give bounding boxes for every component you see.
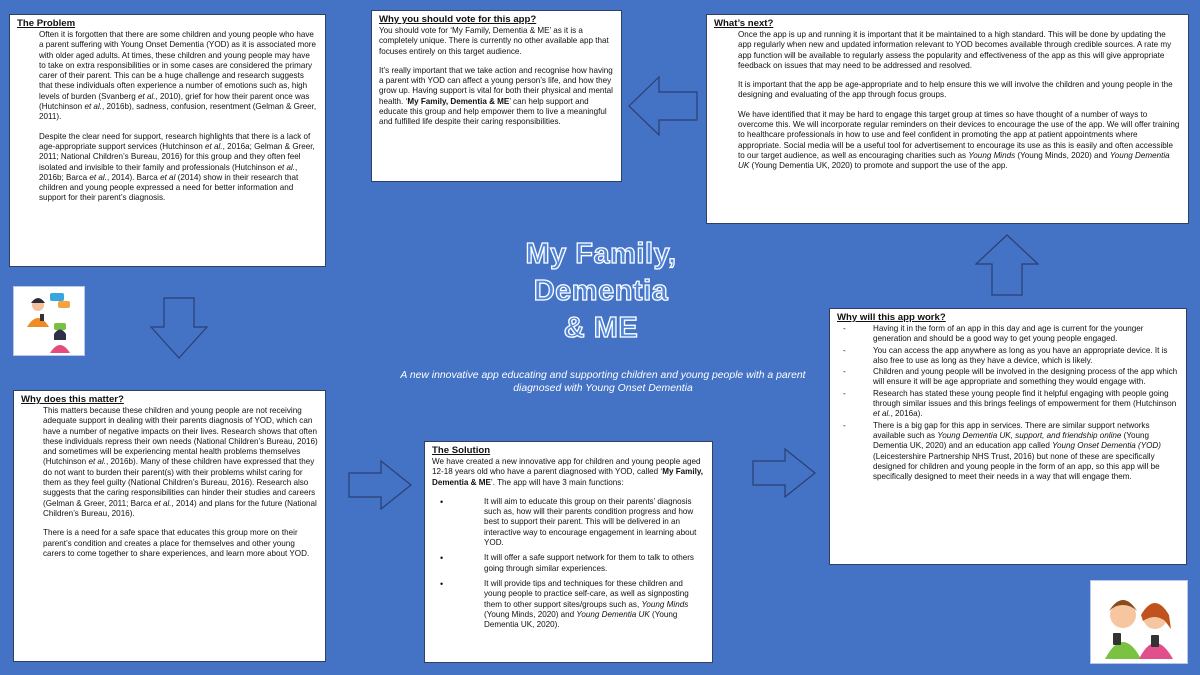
title-line-1: My Family, — [525, 238, 677, 270]
arrow-left-icon — [628, 76, 698, 136]
why-matter-panel — [13, 390, 326, 662]
list-item: - Research has stated these young people find it helpful engaging with people going through similar issues and this brings feelings of empowerment for them (Hutchinson et al., 2016a). — [837, 389, 1179, 420]
poster-subtitle: A new innovative app educating and supporting children and young people with a parent diagnosed with Young Onset Dementia — [400, 370, 806, 394]
whats-next-paragraph-1: Once the app is up and running it is important that it be maintained to a high standard. This will be done by updating the app regularly when new and updated information relevant to YOD becomes available through credible sources. A rate my app function will be available to regularly assess the popularity and effectiveness of the app as this will give appropriate feedback on issues that may need to be addressed and resolved. — [738, 30, 1172, 70]
arrow-down-icon — [150, 297, 208, 359]
arrow-up-icon — [975, 234, 1039, 296]
whats-next-panel — [706, 14, 1189, 224]
why-vote-paragraph-2: It’s really important that we take action and recognise how having a parent with YOD can affect a young person’s life, and how they grow up. Having support is vital for both their physical and mental health. ‘My Family, Dementia & ME’ can help support and educate this group and help empower them to live a meaningful and fulfilled life despite their caring responsibilities. — [379, 65, 613, 127]
problem-heading: The Problem — [17, 18, 76, 29]
kids-phones-icon — [1091, 581, 1187, 663]
why-work-heading: Why will this app work? — [837, 312, 946, 323]
solution-list — [432, 497, 705, 631]
list-item: - You can access the app anywhere as long as you have an appropriate device. It is also free to use as long as they have a device, which is likely. — [837, 346, 1179, 367]
poster-title — [470, 236, 732, 347]
list-item: - Having it in the form of an app in this day and age is current for the younger generation and should be a good way to get young people engaged. — [837, 324, 1179, 345]
people-chatting-illustration — [13, 286, 85, 356]
list-item: • It will offer a safe support network for them to talk to others going through similar experiences. — [432, 553, 705, 574]
chat-people-icon — [14, 287, 84, 355]
list-item: - There is a big gap for this app in services. There are similar support networks available such as Young Dementia UK, support, and friendship online (Young Dementia UK, 2020) and an education app called Young Onset Dementia (YOD) (Leicestershire Partnership NHS Trust, 2016) but none of these are specifically designed for children and young people in the form of an app, so this app will be specifically designed to meet their needs in a way that will engage them. — [837, 421, 1179, 483]
arrow-right-icon — [348, 460, 412, 510]
title-line-2: Dementia — [533, 275, 669, 307]
why-vote-panel — [371, 10, 622, 182]
title-line-3: & ME — [563, 312, 639, 344]
why-matter-paragraph-2: There is a need for a safe space that educates this group more on their parent’s condition and creates a place for themselves and other young carers to come together to share experiences, and learn more about YOD. — [43, 528, 310, 558]
why-work-list — [837, 324, 1179, 482]
why-matter-paragraph-1: This matters because these children and young people are not receiving adequate support in dealing with their parents diagnosis of YOD, which can have a number of negative impacts on their lives. Research shows that often these individuals repress their own needs (National Children’s Bureau, 2016) and sometimes will be experiencing mental health problems themselves (Hutchinson et al., 2016b). Many of these children have expressed that they do not want to burden their parent(s) with their problems whilst caring for them as they feel guilty (National Children’s Bureau, 2016). Research also suggests that the caring responsibilities can hinder their studies and careers (Gelman & Greer, 2011; Barca et al., 2014) and plans for the future (National Children’s Bureau, 2016). — [43, 406, 318, 518]
problem-paragraph-2: Despite the clear need for support, research highlights that there is a lack of age-appropriate support services (Hutchinson et al., 2016a; Gelman & Greer, 2011; National Children’s Bureau, 2016) for this group and they often feel isolated and invisible to their family and professionals (Hutchinson et al., 2016b; Barca et al., 2014). Barca et al (2014) show in their research that children and young people expressed a need for better information and support for their parent’s diagnosis. — [39, 131, 315, 203]
solution-heading: The Solution — [432, 445, 491, 456]
why-vote-heading: Why you should vote for this app? — [379, 14, 537, 25]
arrow-right-icon — [752, 448, 816, 498]
list-item: - Children and young people will be involved in the designing process of the app which will ensure it will be age appropriate and something they would engage with. — [837, 367, 1179, 388]
list-item: • It will provide tips and techniques for these children and young people to practice self-care, as well as signposting them to other support sites/groups such as, Young Minds (Young Minds, 2020) and Young Dementia UK (Young Dementia UK, 2020). — [432, 579, 705, 630]
whats-next-heading: What’s next? — [714, 18, 774, 29]
why-vote-paragraph-1: You should vote for ‘My Family, Dementia & ME’ as it is a completely unique. There is currently no other available app that focuses entirely on this target audience. — [379, 26, 609, 56]
kids-with-phones-illustration — [1090, 580, 1188, 664]
whats-next-paragraph-3: We have identified that it may be hard to engage this target group at times so have thought of a number of ways to overcome this. We will incorporate regular reminders on their devices to encourage the use of the app. We will offer training to healthcare professionals in how to use and feel confident in promoting the app at patient appointments where appropriate. Social media will be a useful tool for advertisement to encourage its use as this is easily and often accessible to our target audience, as well as encouraging charities such as Young Minds (Young Minds, 2020) and Young Dementia UK (Young Dementia UK, 2020) to promote and support the use of the app. — [738, 109, 1180, 171]
problem-paragraph-1: Often it is forgotten that there are some children and young people who have a parent suffering with Young Onset Dementia (YOD) as it is associated more with older aged adults. At times, these children and young people may have to take on extra responsibilities or in some cases are considered the primary carer of their parent. This can be a huge challenge and research suggests that these individuals often experience a number of emotions such as, high levels of burden (Svanberg et al., 2010), grief for how their parent once was (Hutchinson et al., 2016b), sadness, confusion, resentment (Gelman & Greer, 2011). — [39, 30, 317, 122]
why-matter-heading: Why does this matter? — [21, 394, 124, 405]
why-work-panel — [829, 308, 1187, 565]
list-item: • It will aim to educate this group on their parents’ diagnosis such as, how will their parents condition progress and how best to support their parent. This will be delivered in an interactive way to encourage engagement in learning about YOD. — [432, 497, 705, 548]
solution-panel — [424, 441, 713, 663]
whats-next-paragraph-2: It is important that the app be age-appropriate and to help ensure this we will involve the children and young people in the designing and evaluating of the app through focus groups. — [738, 80, 1173, 100]
solution-intro: We have created a new innovative app for children and young people aged 12-18 years old who have a parent diagnosed with YOD, called ‘My Family, Dementia & ME’. The app will have 3 main functions: — [432, 457, 703, 487]
problem-panel — [9, 14, 326, 267]
